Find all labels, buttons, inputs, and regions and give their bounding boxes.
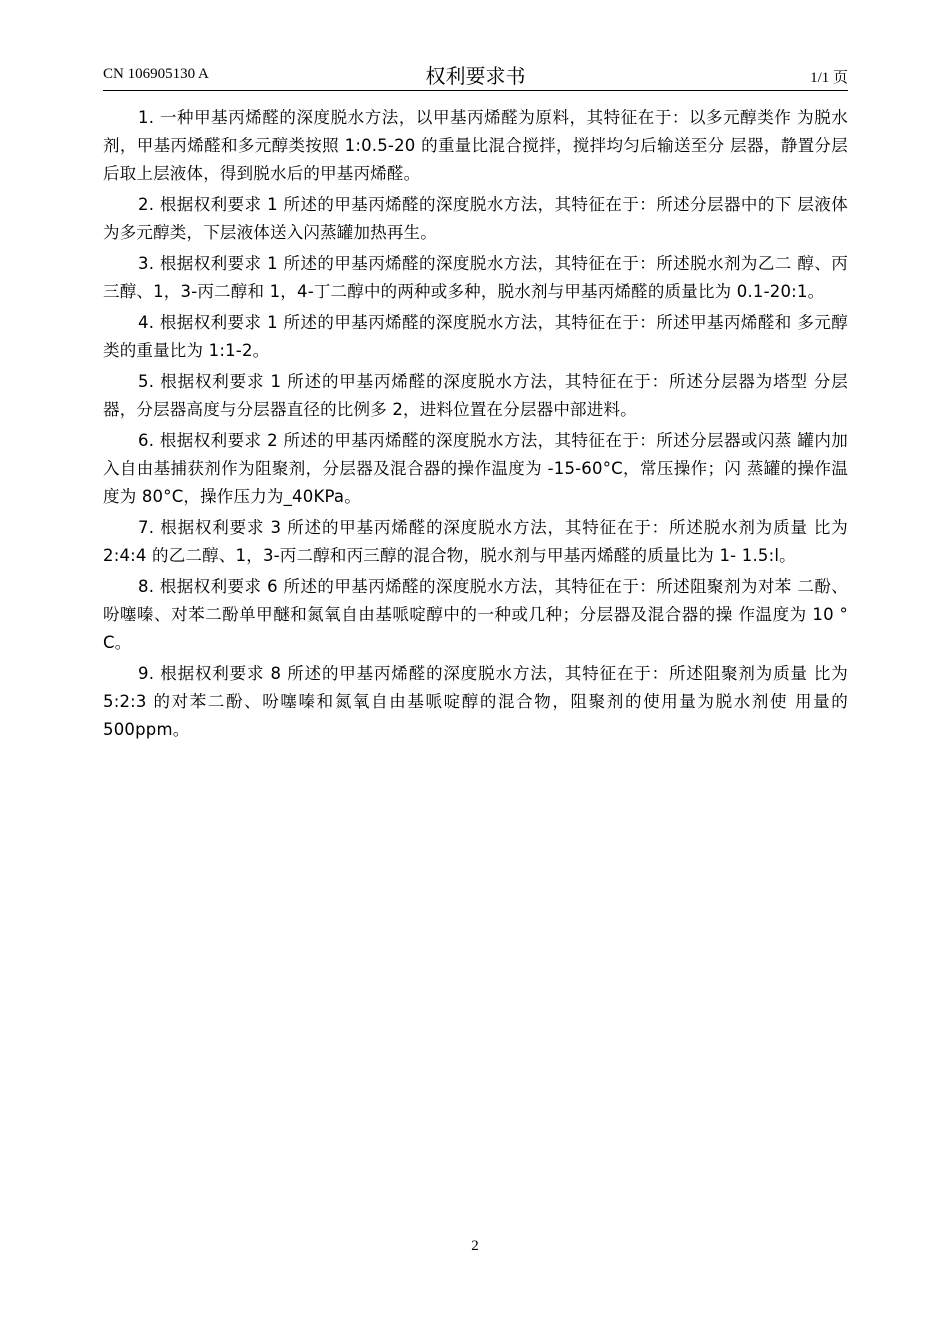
claim-5: 5. 根据权利要求 1 所述的甲基丙烯醛的深度脱水方法，其特征在于：所述分层器为塔型 分层器，分层器高度与分层器直径的比例多 2，进料位置在分层器中部进料。: [103, 372, 848, 419]
claim-6: 6. 根据权利要求 2 所述的甲基丙烯醛的深度脱水方法，其特征在于：所述分层器或闪蒸 罐内加入自由基捕获剂作为阻聚剂，分层器及混合器的操作温度为 -15-60°C，常压操作；闪 蒸罐的操作温度为 80°C，操作压力为_40KPa。: [103, 431, 848, 506]
patent-number: CN 106905130 A: [103, 66, 209, 82]
claim-1: 1. 一种甲基丙烯醛的深度脱水方法，以甲基丙烯醛为原料，其特征在于：以多元醇类作 为脱水剂，甲基丙烯醛和多元醇类按照 1:0.5-20 的重量比混合搅拌，搅拌均匀后输送至分 层器，静置分层后取上层液体，得到脱水后的甲基丙烯醛。: [103, 108, 848, 183]
claim-7: 7. 根据权利要求 3 所述的甲基丙烯醛的深度脱水方法，其特征在于：所述脱水剂为质量 比为 2:4:4 的乙二醇、1，3-丙二醇和丙三醇的混合物，脱水剂与甲基丙烯醛的质量比为 1- 1.5:l。: [103, 518, 848, 565]
claim-9: 9. 根据权利要求 8 所述的甲基丙烯醛的深度脱水方法，其特征在于：所述阻聚剂为质量 比为 5:2:3 的对苯二酚、吩噻嗪和氮氧自由基哌啶醇的混合物，阻聚剂的使用量为脱水剂使 用量的 500ppm。: [103, 664, 848, 739]
page-title: 权利要求书: [425, 64, 526, 88]
claim-8: 8. 根据权利要求 6 所述的甲基丙烯醛的深度脱水方法，其特征在于：所述阻聚剂为对苯 二酚、吩噻嗪、对苯二酚单甲醚和氮氧自由基哌啶醇中的一种或几种；分层器及混合器的操 作温度为 10 ° C。: [103, 577, 848, 652]
page-number: 2: [471, 1238, 479, 1254]
page-indicator: 1/1 页: [810, 70, 848, 86]
claim-4: 4. 根据权利要求 1 所述的甲基丙烯醛的深度脱水方法，其特征在于：所述甲基丙烯醛和 多元醇类的重量比为 1:1-2。: [103, 313, 848, 360]
claim-3: 3. 根据权利要求 1 所述的甲基丙烯醛的深度脱水方法，其特征在于：所述脱水剂为乙二 醇、丙三醇、1，3-丙二醇和 1，4-丁二醇中的两种或多种，脱水剂与甲基丙烯醛的质量比为 0.1-20:1。: [103, 254, 848, 301]
page-header: [103, 58, 848, 91]
claim-2: 2. 根据权利要求 1 所述的甲基丙烯醛的深度脱水方法，其特征在于：所述分层器中的下 层液体为多元醇类，下层液体送入闪蒸罐加热再生。: [103, 195, 848, 242]
claims-list: [103, 104, 848, 747]
